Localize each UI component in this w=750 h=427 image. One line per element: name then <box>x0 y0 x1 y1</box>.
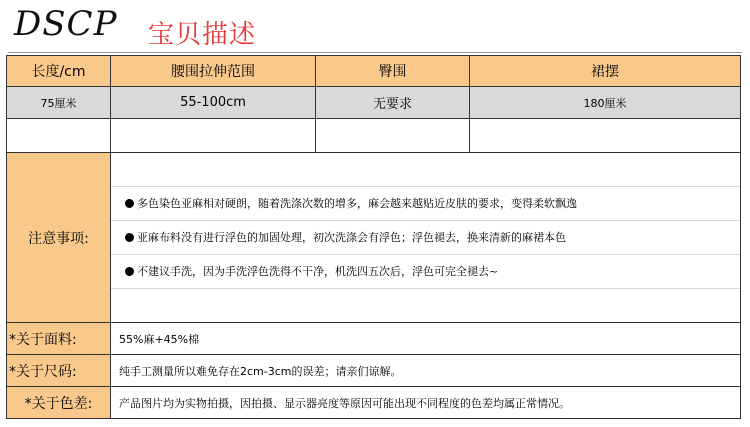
header-hip: 臀围 <box>316 56 470 87</box>
fabric-row <box>7 323 741 355</box>
table-header-row <box>7 56 741 87</box>
bullet-icon <box>125 199 134 208</box>
color-row <box>7 387 741 419</box>
notes-label: 注意事项: <box>7 153 111 323</box>
bullet-icon <box>125 233 134 242</box>
header-length: 长度/cm <box>7 56 111 87</box>
blank-row <box>7 119 741 153</box>
note-spacer <box>111 153 740 187</box>
bullet-icon <box>125 267 134 276</box>
color-value: 产品图片均为实物拍摄，因拍摄、显示器亮度等原因可能出现不同程度的色差均属正常情况。 <box>111 387 741 419</box>
table-row <box>7 87 741 119</box>
title-divider <box>8 52 742 53</box>
notes-content <box>111 153 741 323</box>
size-value: 纯手工测量所以难免存在2cm-3cm的误差；请亲们谅解。 <box>111 355 741 387</box>
note-text: 多色染色亚麻相对硬朗，随着洗涤次数的增多，麻会越来越贴近皮肤的要求，变得柔软飘逸 <box>137 197 577 210</box>
brand-logo: DSCP <box>14 4 118 44</box>
note-text: 不建议手洗，因为手洗浮色洗得不干净，机洗四五次后，浮色可完全褪去~ <box>137 265 499 278</box>
cell-hip: 无要求 <box>316 87 470 119</box>
notes-row <box>7 153 741 323</box>
size-label: *关于尺码: <box>7 355 111 387</box>
page-title: 宝贝描述 <box>148 20 257 50</box>
size-row <box>7 355 741 387</box>
cell-waist: 55-100cm <box>111 87 316 119</box>
product-spec-table <box>6 55 741 419</box>
header-waist: 腰围拉伸范围 <box>111 56 316 87</box>
cell-hem: 180厘米 <box>470 87 741 119</box>
note-line <box>111 187 740 221</box>
fabric-value: 55%麻+45%棉 <box>111 323 741 355</box>
note-line <box>111 221 740 255</box>
header-hem: 裙摆 <box>470 56 741 87</box>
cell-length: 75厘米 <box>7 87 111 119</box>
note-line <box>111 255 740 289</box>
note-spacer <box>111 289 740 322</box>
fabric-label: *关于面料: <box>7 323 111 355</box>
color-label: *关于色差: <box>7 387 111 419</box>
note-text: 亚麻布料没有进行浮色的加固处理，初次洗涤会有浮色；浮色褪去，换来清新的麻裙本色 <box>137 231 566 244</box>
